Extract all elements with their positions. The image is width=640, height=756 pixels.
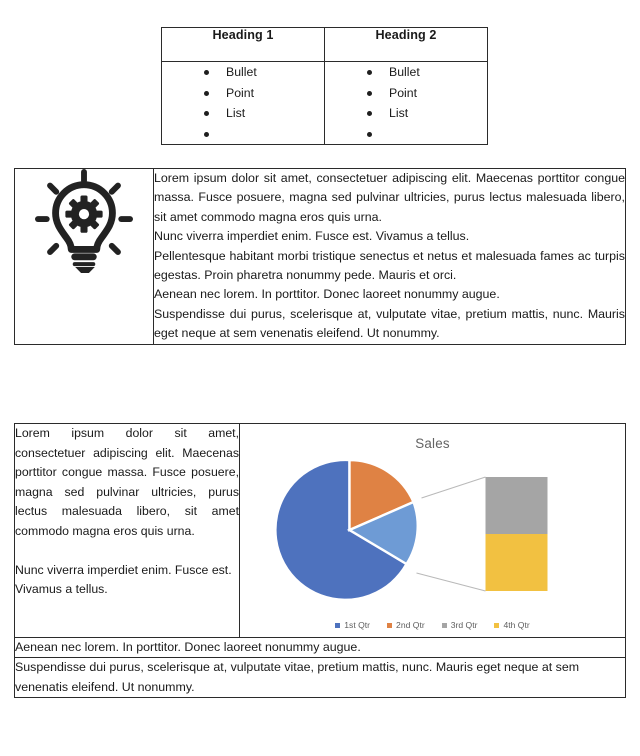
paragraph: Aenean nec lorem. In porttitor. Donec laoreet nonummy augue.	[15, 640, 361, 654]
table3-chart-cell	[240, 424, 626, 638]
legend-swatch-icon	[494, 623, 499, 628]
table2	[14, 168, 626, 345]
list-item	[204, 124, 324, 145]
legend-item-1st-qtr[interactable]	[335, 620, 370, 630]
table1-cell-1	[162, 62, 325, 145]
paragraph: Lorem ipsum dolor sit amet, consectetuer adipiscing elit. Maecenas porttitor congue massa. Fusce posuere, magna sed pulvinar ultricies, purus lectus malesuada libero, sit amet commodo magna eros quis urna.	[15, 426, 239, 538]
table1-cell-2	[325, 62, 488, 145]
text-chart-table	[14, 423, 626, 698]
list-item: Point	[367, 83, 487, 104]
legend-label: 2nd Qtr	[396, 620, 425, 630]
bar-segment-3rd-qtr	[486, 477, 548, 534]
table3-bottom-cell-1	[15, 638, 626, 658]
table2-text-cell	[154, 169, 626, 345]
chart-legend	[240, 620, 625, 630]
legend-label: 3rd Qtr	[450, 620, 478, 630]
list-item: List	[204, 103, 324, 124]
paragraph: Pellentesque habitant morbi tristique senectus et netus et malesuada fames ac turpis egestas. Proin pharetra nonummy pede. Mauris et orci.	[154, 248, 625, 283]
table2-icon-cell	[15, 169, 154, 345]
legend-swatch-icon	[335, 623, 340, 628]
bullet-list-1	[162, 62, 324, 144]
table2-row	[15, 169, 626, 345]
legend-item-4th-qtr[interactable]	[494, 620, 529, 630]
table3-bottom-cell-2	[15, 658, 626, 698]
paragraph: Nunc viverra imperdiet enim. Fusce est. Vivamus a tellus.	[15, 562, 232, 597]
table3	[14, 423, 626, 698]
icon-paragraph-table	[14, 168, 626, 345]
heading-bullet-table	[161, 27, 488, 145]
table1-header-2: Heading 2	[325, 28, 488, 62]
table3-bottom-row-2	[15, 658, 626, 698]
table1	[161, 27, 488, 145]
paragraph: Nunc viverra imperdiet enim. Fusce est. Vivamus a tellus.	[154, 229, 470, 244]
connector-lines	[417, 477, 486, 591]
chart-plot-area	[248, 454, 619, 606]
lightbulb-gear-icon	[35, 169, 133, 273]
list-item: Bullet	[204, 62, 324, 83]
paragraph: Aenean nec lorem. In porttitor. Donec laoreet nonummy augue.	[154, 287, 500, 302]
legend-item-3rd-qtr[interactable]	[442, 620, 478, 630]
legend-item-2nd-qtr[interactable]	[387, 620, 425, 630]
table1-body-row	[162, 62, 488, 145]
bar-of-pie-graphic	[248, 454, 619, 606]
pie-slices	[275, 460, 417, 600]
legend-label: 4th Qtr	[503, 620, 530, 630]
legend-swatch-icon	[387, 623, 392, 628]
table3-top-row	[15, 424, 626, 638]
list-item: List	[367, 103, 487, 124]
table3-text-cell	[15, 424, 240, 638]
paragraph: Suspendisse dui purus, scelerisque at, vulputate vitae, pretium mattis, nunc. Mauris eget neque at sem venenatis eleifend. Ut nonummy.	[15, 660, 580, 694]
legend-label: 1st Qtr	[344, 620, 371, 630]
paragraph: Suspendisse dui purus, scelerisque at, vulputate vitae, pretium mattis, nunc. Mauris eget neque at sem venenatis eleifend. Ut nonummy.	[154, 306, 625, 341]
chart-title: Sales	[415, 436, 450, 451]
list-item: Point	[204, 83, 324, 104]
paragraph: Lorem ipsum dolor sit amet, consectetuer adipiscing elit. Maecenas porttitor congue massa. Fusce posuere, magna sed pulvinar ultricies, purus lectus malesuada libero, sit amet commodo magna eros quis urna.	[154, 171, 625, 224]
stacked-bar	[486, 477, 548, 591]
bar-segment-4th-qtr	[486, 534, 548, 591]
table1-header-row	[162, 28, 488, 62]
list-item	[367, 124, 487, 145]
table3-bottom-row-1	[15, 638, 626, 658]
bullet-list-2	[325, 62, 487, 144]
legend-swatch-icon	[442, 623, 447, 628]
table1-header-1: Heading 1	[162, 28, 325, 62]
sales-chart[interactable]	[240, 424, 625, 637]
list-item: Bullet	[367, 62, 487, 83]
